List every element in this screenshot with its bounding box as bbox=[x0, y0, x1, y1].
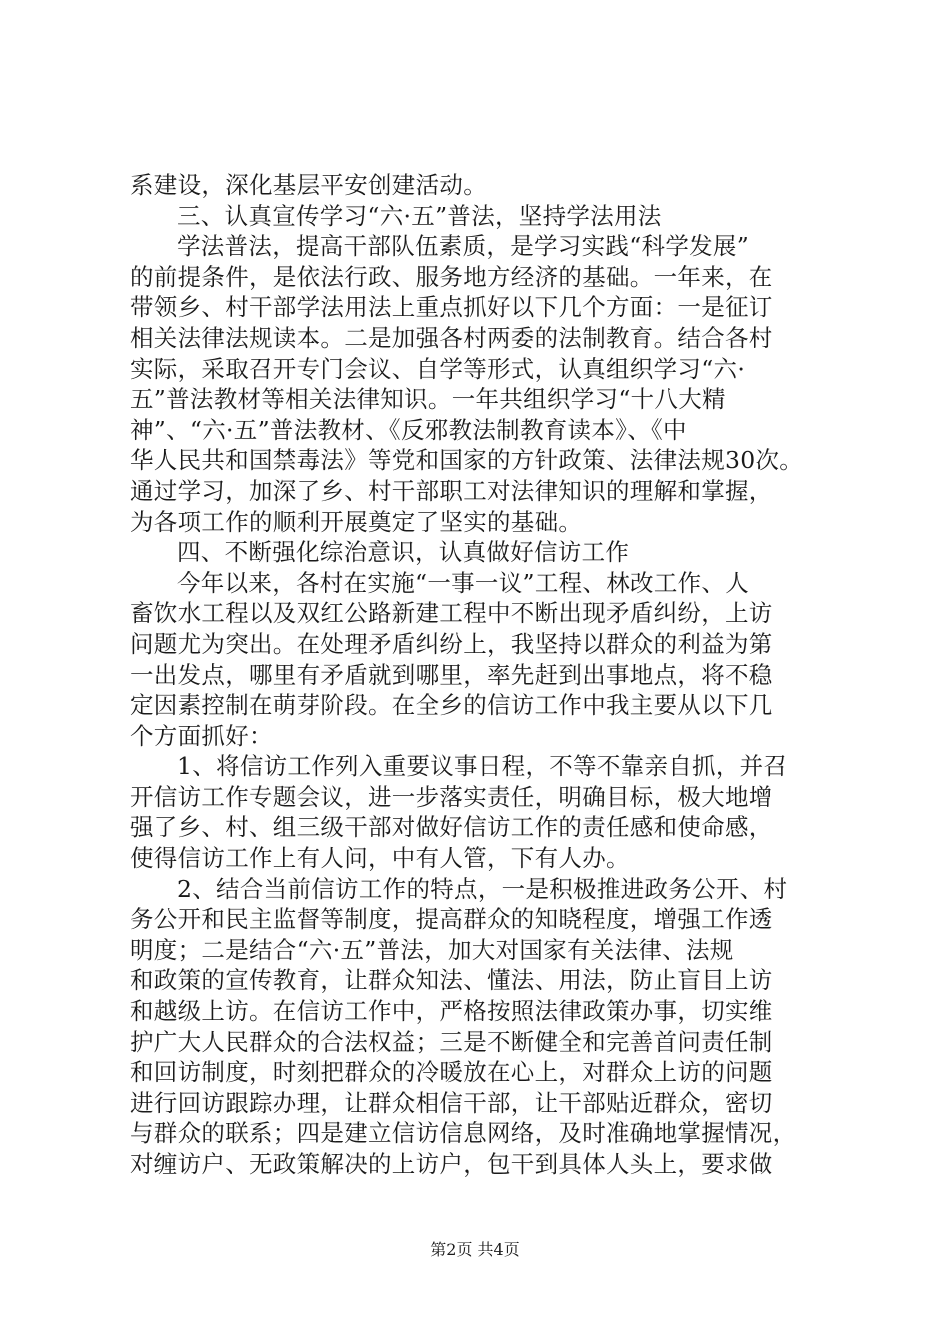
text-line: 相关法律法规读本。二是加强各村两委的法制教育。结合各村 bbox=[130, 323, 773, 352]
text-line: 学法普法，提高干部队伍素质，是学习实践“科学发展” bbox=[177, 232, 750, 261]
page-footer: 第2页 共4页 bbox=[430, 1240, 520, 1259]
text-line: 和越级上访。在信访工作中，严格按照法律政策办事，切实维 bbox=[130, 997, 773, 1026]
text-line: 今年以来，各村在实施“一事一议”工程、林改工作、人 bbox=[177, 568, 750, 597]
text-line: 的前提条件，是依法行政、服务地方经济的基础。一年来，在 bbox=[130, 262, 773, 291]
text-line: 对缠访户、无政策解决的上访户，包干到具体人头上，要求做 bbox=[130, 1150, 773, 1178]
text-line: 和政策的宣传教育，让群众知法、懂法、用法，防止盲目上访 bbox=[130, 966, 773, 995]
text-line: 为各项工作的顺利开展奠定了坚实的基础。 bbox=[130, 507, 583, 536]
text-line: 畜饮水工程以及双红公路新建工程中不断出现矛盾纠纷，上访 bbox=[130, 599, 773, 628]
text-line: 与群众的联系；四是建立信访信息网络，及时准确地掌握情况， bbox=[130, 1119, 797, 1148]
document-body bbox=[130, 170, 830, 1180]
text-line: 使得信访工作上有人问，中有人管，下有人办。 bbox=[130, 844, 630, 873]
text-line: 通过学习，加深了乡、村干部职工对法律知识的理解和掌握， bbox=[130, 476, 773, 505]
text-line: 强了乡、村、组三级干部对做好信访工作的责任感和使命感， bbox=[130, 813, 773, 842]
text-line: 实际，采取召开专门会议、自学等形式，认真组织学习“六· bbox=[130, 354, 746, 383]
text-line: 务公开和民主监督等制度，提高群众的知晓程度，增强工作透 bbox=[130, 905, 773, 934]
text-line: 一出发点，哪里有矛盾就到哪里，率先赶到出事地点，将不稳 bbox=[130, 660, 773, 689]
text-line: 个方面抓好： bbox=[130, 721, 273, 750]
text-line: 带领乡、村干部学法用法上重点抓好以下几个方面：一是征订 bbox=[130, 293, 773, 322]
text-line: 1、将信访工作列入重要议事日程，不等不靠亲自抓，并召 bbox=[177, 752, 788, 781]
text-line: 定因素控制在萌芽阶段。在全乡的信访工作中我主要从以下几 bbox=[130, 691, 773, 720]
text-line: 和回访制度，时刻把群众的冷暖放在心上，对群众上访的问题 bbox=[130, 1058, 773, 1087]
text-line: 2、结合当前信访工作的特点，一是积极推进政务公开、村 bbox=[177, 874, 788, 903]
text-line: 进行回访跟踪办理，让群众相信干部，让干部贴近群众，密切 bbox=[130, 1088, 773, 1117]
text-line: 明度；二是结合“六·五”普法，加大对国家有关法律、法规 bbox=[130, 935, 734, 964]
text-line: 开信访工作专题会议，进一步落实责任，明确目标，极大地增 bbox=[130, 782, 773, 811]
text-line: 系建设，深化基层平安创建活动。 bbox=[130, 171, 487, 199]
text-line: 问题尤为突出。在处理矛盾纠纷上，我坚持以群众的利益为第 bbox=[130, 629, 773, 658]
text-line: 神”、“六·五”普法教材、《反邪教法制教育读本》、《中 bbox=[130, 415, 687, 444]
text-line: 华人民共和国禁毒法》等党和国家的方针政策、法律法规30次。 bbox=[130, 446, 804, 475]
text-line: 四、不断强化综治意识，认真做好信访工作 bbox=[177, 538, 630, 567]
text-line: 护广大人民群众的合法权益；三是不断健全和完善首问责任制 bbox=[130, 1027, 773, 1056]
text-line: 三、认真宣传学习“六·五”普法，坚持学法用法 bbox=[177, 201, 662, 230]
text-line: 五”普法教材等相关法律知识。一年共组织学习“十八大精 bbox=[130, 385, 726, 414]
